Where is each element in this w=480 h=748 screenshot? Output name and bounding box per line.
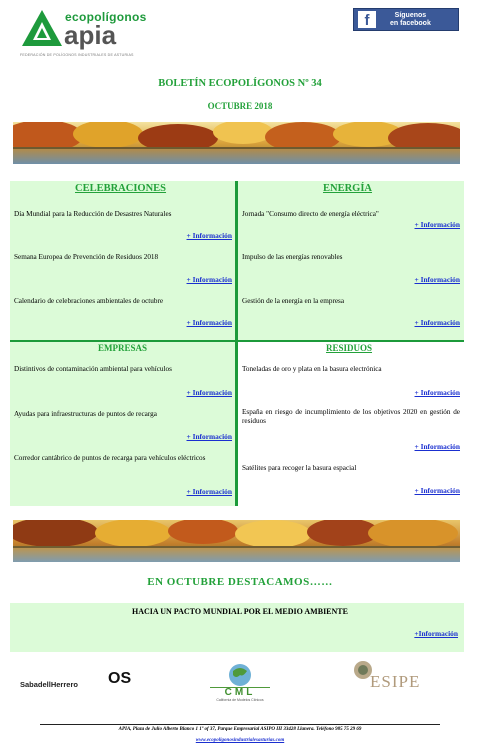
- sabadell-logo[interactable]: SabadellHerrero: [20, 680, 78, 689]
- cml-subtitle: California de Modelos Clínicos: [216, 698, 264, 702]
- more-info-link[interactable]: + Información: [186, 487, 232, 496]
- newsletter-title: BOLETÍN ECOPOLÍGONOS Nº 34: [158, 78, 322, 89]
- cml-logo[interactable]: [205, 663, 275, 705]
- more-info-link[interactable]: + Información: [186, 432, 232, 441]
- logo-eco-text: ecopolígonos: [65, 10, 147, 24]
- highlight-more-info-link[interactable]: +Información: [414, 629, 458, 638]
- section-title-residuos: RESIDUOS: [326, 343, 373, 353]
- list-item: Gestión de la energía en la empresa: [242, 297, 345, 305]
- list-item: Satélites para recoger la basura espacial: [242, 464, 357, 472]
- more-info-link[interactable]: + Información: [414, 388, 460, 397]
- footer-address: APIA, Plaza de Julio Alberto Blanco 1 1º of 37, Parque Empresarial ASIPO III 33428 Llanera. Teléfono 985 75 29 69: [118, 727, 362, 732]
- divider-vertical: [235, 181, 238, 506]
- cml-text: CML: [224, 687, 256, 698]
- divider-horizontal: [10, 340, 464, 342]
- footer-divider: [40, 724, 440, 725]
- more-info-link[interactable]: + Información: [414, 486, 460, 495]
- list-item: Corredor cantábrico de puntos de recarga para vehículos eléctricos: [14, 454, 206, 462]
- section-title-energia: ENERGÍA: [323, 183, 373, 194]
- section-title-celebraciones: CELEBRACIONES: [75, 183, 167, 194]
- section-title-empresas: EMPRESAS: [98, 343, 148, 353]
- logo-subtitle: FEDERACIÓN DE POLÍGONOS INDUSTRIALES DE ASTURIAS: [20, 53, 134, 57]
- list-item: Jornada "Consumo directo de energía eléctrica": [242, 210, 379, 218]
- facebook-label-2: en facebook: [390, 19, 431, 27]
- more-info-link[interactable]: + Información: [186, 231, 232, 240]
- autumn-banner-top: [13, 122, 460, 164]
- esipe-logo[interactable]: [352, 660, 442, 702]
- esipe-text: ESIPE: [370, 672, 421, 691]
- footer-website-link[interactable]: www.ecopoligonosindustrialesasturias.com: [195, 738, 285, 743]
- facebook-label-1: Síguenos: [394, 11, 427, 19]
- facebook-button[interactable]: [353, 8, 459, 31]
- more-info-link[interactable]: + Información: [186, 318, 232, 327]
- more-info-link[interactable]: + Información: [186, 388, 232, 397]
- more-info-link[interactable]: + Información: [414, 275, 460, 284]
- autumn-banner-bottom: [13, 520, 460, 562]
- list-item: Semana Europea de Prevención de Residuos 2018: [14, 253, 159, 261]
- newsletter-month: OCTUBRE 2018: [207, 101, 273, 111]
- more-info-link[interactable]: + Información: [414, 442, 460, 451]
- list-item: Ayudas para infraestructuras de puntos de recarga: [14, 410, 157, 418]
- more-info-link[interactable]: + Información: [414, 318, 460, 327]
- list-item: Distintivos de contaminación ambiental para vehículos: [14, 365, 172, 373]
- list-item: Día Mundial para la Reducción de Desastres Naturales: [14, 210, 172, 218]
- highlight-headline: HACIA UN PACTO MUNDIAL POR EL MEDIO AMBIENTE: [132, 607, 348, 616]
- facebook-icon: f: [358, 11, 376, 28]
- apia-logo-icon: [20, 8, 64, 48]
- highlight-heading: EN OCTUBRE DESTACAMOS……: [147, 576, 333, 588]
- list-item: Impulso de las energías renovables: [242, 253, 343, 261]
- more-info-link[interactable]: + Información: [186, 275, 232, 284]
- more-info-link[interactable]: + Información: [414, 220, 460, 229]
- os-logo[interactable]: OS: [108, 670, 132, 687]
- logo-apia-text: apia: [64, 20, 117, 50]
- list-item: Calendario de celebraciones ambientales de octubre: [14, 297, 164, 305]
- list-item: España en riesgo de incumplimiento de los objetivos 2020 en gestión de residuos: [242, 408, 460, 425]
- list-item: Toneladas de oro y plata en la basura electrónica: [242, 365, 382, 373]
